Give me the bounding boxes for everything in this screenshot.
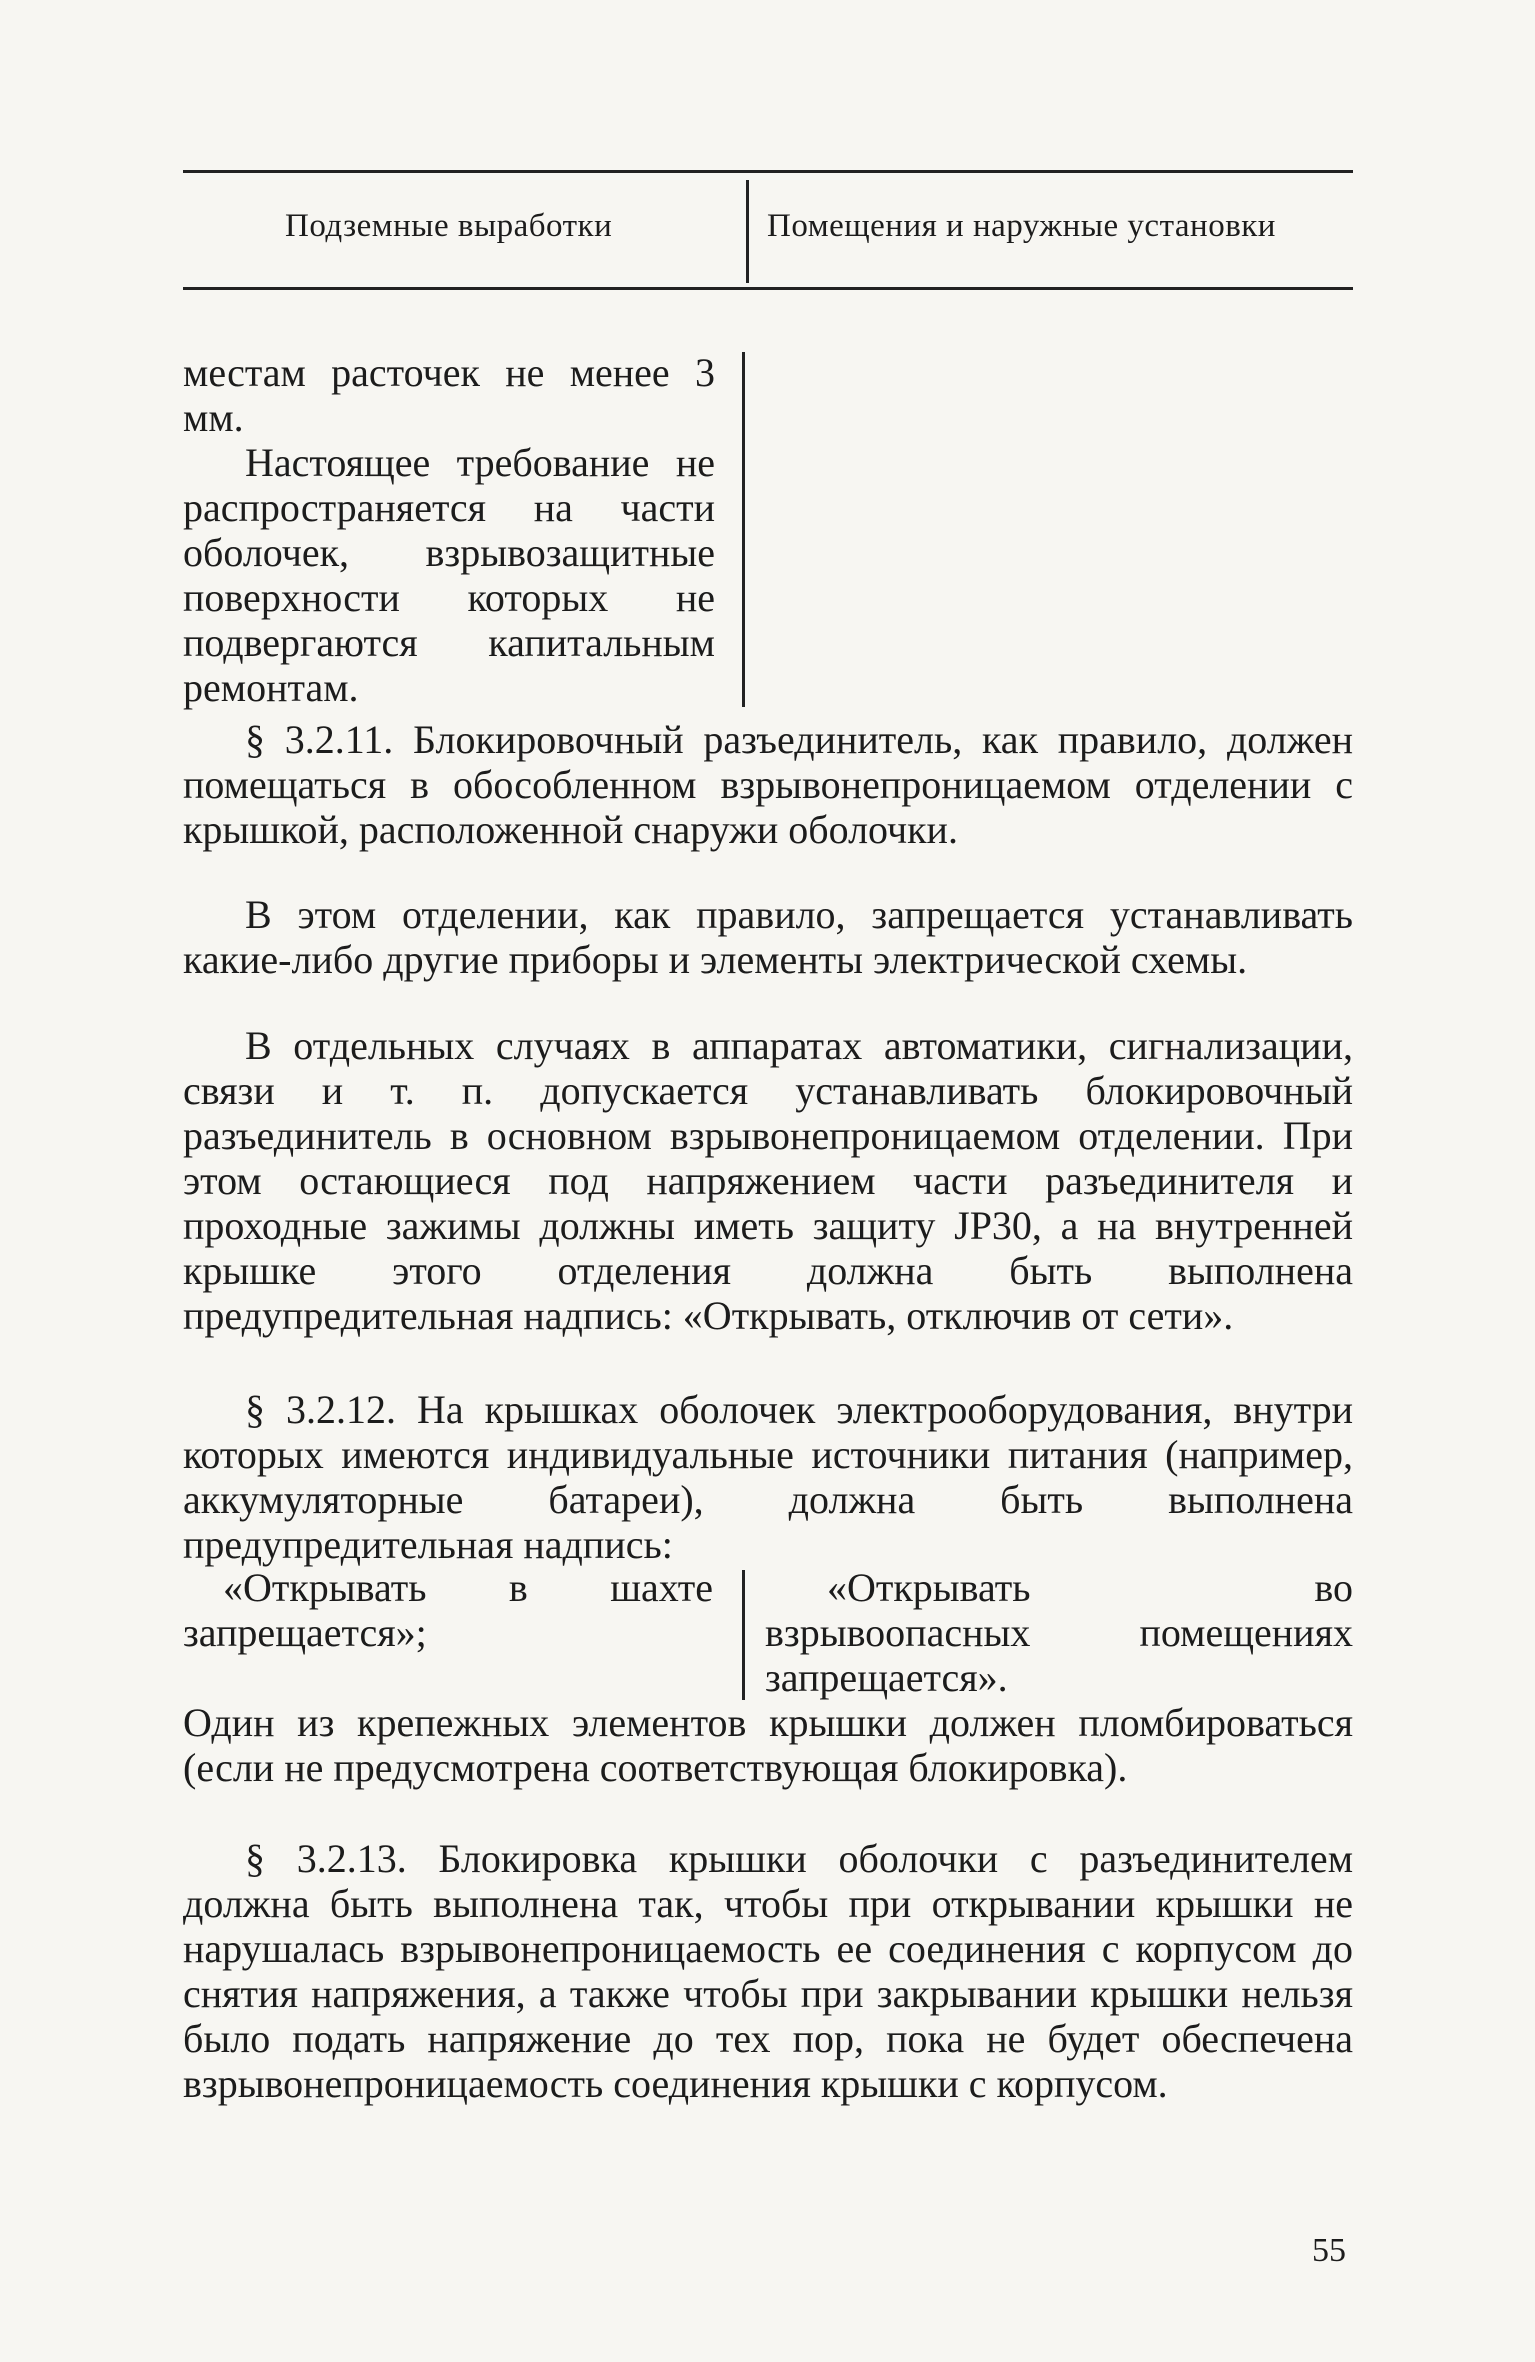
left-column-paragraph-1: местам расточек не менее 3 мм.	[183, 350, 715, 440]
paragraph-3-2-11: § 3.2.11. Блокировочный разъединитель, как правило, должен помещаться в обособленном взрывонепроницаемом отделении с крышкой, расположенной снаружи оболочки.	[183, 717, 1353, 852]
inscription-hazardous	[765, 1565, 1353, 1700]
paragraph-block-2	[183, 892, 1353, 982]
paragraph-5: Один из крепежных элементов крышки должен пломбироваться (если не предусмотрена соответствующая блокировка).	[183, 1700, 1353, 1790]
page-number: 55	[1312, 2232, 1346, 2269]
paragraph-2: В этом отделении, как правило, запрещается устанавливать какие-либо другие приборы и элементы электрической схемы.	[183, 892, 1353, 982]
inscription-hazardous-text: «Открывать во взрывоопасных помещениях запрещается».	[765, 1565, 1353, 1700]
left-column-continuation	[183, 350, 715, 710]
header-left-label: Подземные выработки	[285, 208, 613, 244]
paragraph-3-2-12: § 3.2.12. На крышках оболочек электрооборудования, внутри которых имеются индивидуальные источники питания (например, аккумуляторные батареи), должна быть выполнена предупредительная надпись:	[183, 1387, 1353, 1567]
section-3-2-13	[183, 1836, 1353, 2106]
paragraph-3-2-13: § 3.2.13. Блокировка крышки оболочки с разъединителем должна быть выполнена так, чтобы при открывании крышки не нарушалась взрывонепроницаемость ее соединения с корпусом до снятия напряжения, а также чтобы при закрывании крышки нельзя было подать напряжение до тех пор, пока не будет обеспечена взрывонепроницаемость соединения крышки с корпусом.	[183, 1836, 1353, 2106]
paragraph-block-3	[183, 1023, 1353, 1338]
header-bottom-rule	[183, 287, 1353, 290]
section-3-2-12	[183, 1387, 1353, 1567]
paragraph-block-5	[183, 1700, 1353, 1790]
header-column-divider	[746, 180, 749, 283]
header-top-rule	[183, 170, 1353, 173]
header-right-label: Помещения и наружные установки	[767, 208, 1276, 244]
inscription-mine-text: «Открывать в шахте запрещается»;	[183, 1565, 713, 1655]
section-3-2-11	[183, 717, 1353, 852]
column-divider-bottom	[742, 1570, 745, 1700]
paragraph-3: В отдельных случаях в аппаратах автоматики, сигнализации, связи и т. п. допускается устанавливать блокировочный разъединитель в основном взрывонепроницаемом отделении. При этом остающиеся под напряжением части разъединителя и проходные зажимы должны иметь защиту JP30, а на внутренней крышке этого отделения должна быть выполнена предупредительная надпись: «Открывать, отключив от сети».	[183, 1023, 1353, 1338]
column-divider-top	[742, 352, 745, 707]
inscription-mine	[183, 1565, 713, 1655]
left-column-paragraph-2: Настоящее требование не распространяется на части оболочек, взрывозащитные поверхности которых не подвергаются капитальным ремонтам.	[183, 440, 715, 710]
